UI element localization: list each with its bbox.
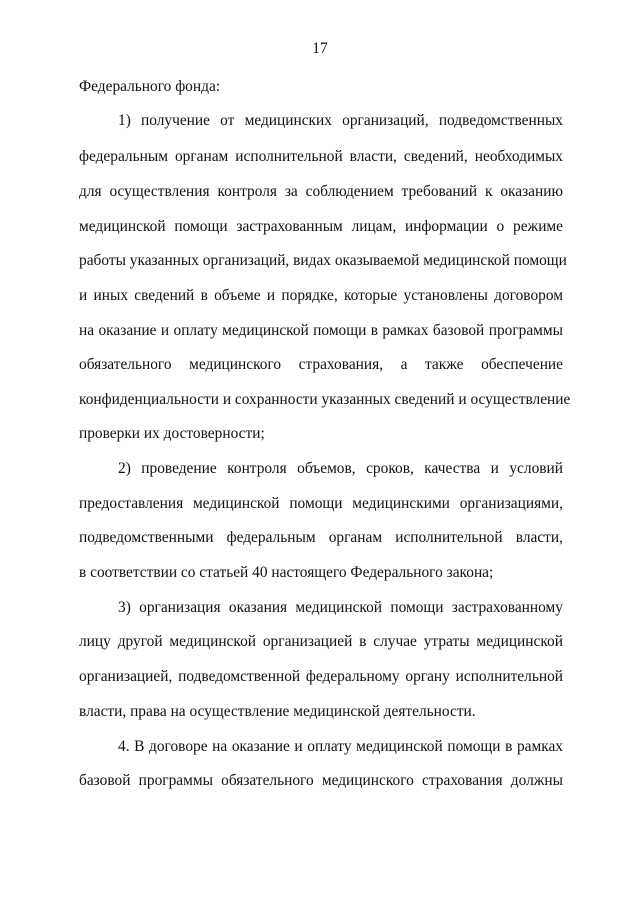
- text-line: обязательного медицинского страхования, а также обеспечение: [79, 356, 563, 373]
- text-line: Федерального фонда:: [79, 78, 221, 95]
- text-line: базовой программы обязательного медицинского страхования должны: [79, 772, 563, 789]
- text-line: работы указанных организаций, видах оказываемой медицинской помощи: [79, 252, 567, 269]
- text-line: федеральным органам исполнительной власти, сведений, необходимых: [79, 148, 563, 165]
- text-line: 1) получение от медицинских организаций, подведомственных: [118, 112, 563, 129]
- text-line: лицу другой медицинской организацией в случае утраты медицинской: [79, 633, 563, 650]
- text-line: 3) организация оказания медицинской помощи застрахованному: [118, 599, 563, 616]
- text-line: на оказание и оплату медицинской помощи в рамках базовой программы: [79, 322, 563, 339]
- text-line: подведомственными федеральным органам исполнительной власти,: [79, 529, 563, 546]
- text-line: организацией, подведомственной федеральному органу исполнительной: [79, 668, 563, 685]
- text-line: власти, права на осуществление медицинской деятельности.: [79, 703, 476, 720]
- text-line: предоставления медицинской помощи медицинскими организациями,: [79, 495, 563, 512]
- text-line: для осуществления контроля за соблюдением требований к оказанию: [79, 183, 563, 200]
- text-line: 2) проведение контроля объемов, сроков, качества и условий: [118, 460, 563, 477]
- text-line: в соответствии со статьей 40 настоящего Федерального закона;: [79, 564, 494, 581]
- text-line: и иных сведений в объеме и порядке, которые установлены договором: [79, 287, 563, 304]
- text-line: проверки их достоверности;: [79, 425, 265, 442]
- page-number: 17: [312, 40, 328, 57]
- text-line: 4. В договоре на оказание и оплату медицинской помощи в рамках: [118, 738, 563, 755]
- text-line: медицинской помощи застрахованным лицам, информации о режиме: [79, 218, 563, 235]
- text-line: конфиденциальности и сохранности указанных сведений и осуществление: [79, 391, 571, 408]
